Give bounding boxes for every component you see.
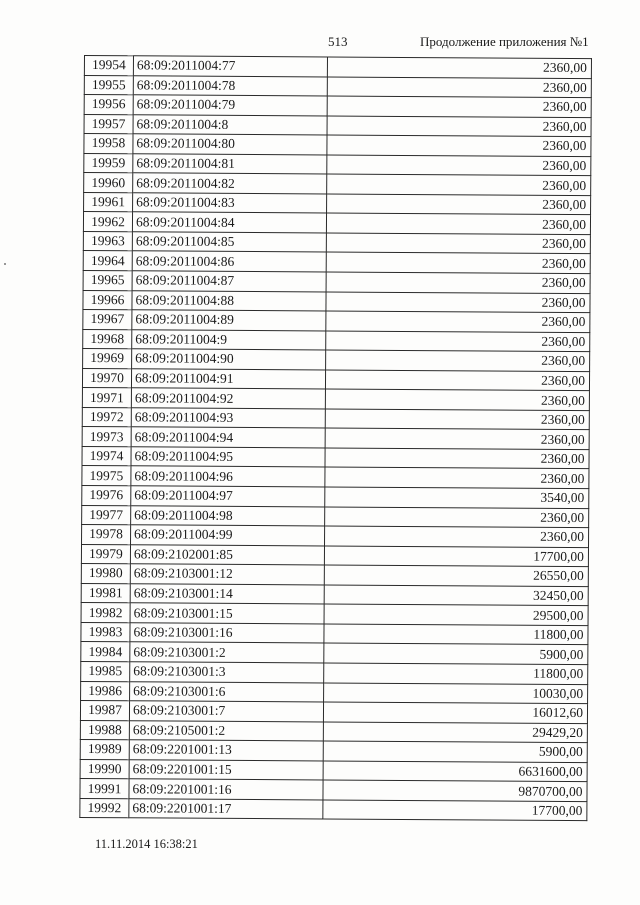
- row-number-cell: 19955: [84, 75, 133, 95]
- value-cell: 2360,00: [326, 233, 590, 254]
- row-number-cell: 19987: [80, 701, 129, 721]
- cadastral-number-cell: 68:09:2201001:15: [129, 759, 323, 780]
- data-table: [79, 55, 592, 821]
- value-cell: 2360,00: [326, 350, 590, 371]
- table-row: [83, 271, 590, 294]
- cadastral-number-cell: 68:09:2201001:13: [129, 740, 323, 761]
- row-number-cell: 19957: [84, 114, 133, 134]
- cadastral-number-cell: 68:09:2011004:9: [132, 329, 326, 350]
- row-number-cell: 19977: [82, 505, 131, 525]
- value-cell: 2360,00: [325, 389, 589, 410]
- row-number-cell: 19959: [84, 153, 133, 173]
- value-cell: 2360,00: [325, 467, 589, 488]
- row-number-cell: 19975: [82, 466, 131, 486]
- cadastral-number-cell: 68:09:2011004:97: [131, 486, 325, 507]
- cadastral-number-cell: 68:09:2103001:3: [130, 662, 324, 683]
- table-row: [84, 173, 591, 196]
- table-row: [83, 251, 590, 274]
- cadastral-number-cell: 68:09:2105001:2: [129, 720, 323, 741]
- row-number-cell: 19968: [83, 329, 132, 349]
- row-number-cell: 19990: [80, 759, 129, 779]
- cadastral-number-cell: 68:09:2011004:87: [132, 271, 326, 292]
- cadastral-number-cell: 68:09:2011004:82: [133, 173, 327, 194]
- value-cell: 17700,00: [323, 800, 587, 821]
- cadastral-number-cell: 68:09:2103001:14: [130, 584, 324, 605]
- footer-timestamp: 11.11.2014 16:38:21: [95, 837, 198, 851]
- value-cell: 2360,00: [327, 174, 591, 195]
- cadastral-number-cell: 68:09:2011004:93: [131, 408, 325, 429]
- cadastral-number-cell: 68:09:2103001:2: [130, 642, 324, 663]
- row-number-cell: 19958: [84, 134, 133, 154]
- cadastral-number-cell: 68:09:2201001:16: [129, 779, 323, 800]
- cadastral-number-cell: 68:09:2011004:81: [133, 154, 327, 175]
- row-number-cell: 19965: [83, 271, 132, 291]
- cadastral-number-cell: 68:09:2103001:7: [129, 701, 323, 722]
- row-number-cell: 19985: [81, 661, 130, 681]
- cadastral-number-cell: 68:09:2011004:77: [133, 56, 327, 77]
- value-cell: 2360,00: [326, 331, 590, 352]
- row-number-cell: 19974: [82, 446, 131, 466]
- cadastral-number-cell: 68:09:2011004:99: [131, 525, 325, 546]
- cadastral-number-cell: 68:09:2011004:85: [132, 232, 326, 253]
- row-number-cell: 19983: [81, 622, 130, 642]
- cadastral-number-cell: 68:09:2011004:89: [132, 310, 326, 331]
- value-cell: 2360,00: [327, 116, 591, 137]
- row-number-cell: 19991: [80, 779, 129, 799]
- value-cell: 10030,00: [324, 682, 588, 703]
- value-cell: 2360,00: [325, 448, 589, 469]
- cadastral-number-cell: 68:09:2011004:96: [131, 466, 325, 487]
- cadastral-number-cell: 68:09:2011004:92: [131, 388, 325, 409]
- value-cell: 2360,00: [327, 135, 591, 156]
- row-number-cell: 19967: [83, 310, 132, 330]
- value-cell: 29429,20: [323, 722, 587, 743]
- value-cell: 2360,00: [326, 272, 590, 293]
- row-number-cell: 19956: [84, 95, 133, 115]
- table-row: [84, 153, 591, 176]
- row-number-cell: 19971: [82, 388, 131, 408]
- row-number-cell: 19978: [82, 525, 131, 545]
- table-row: [84, 134, 591, 157]
- value-cell: 26550,00: [324, 565, 588, 586]
- row-number-cell: 19964: [83, 251, 132, 271]
- value-cell: 2360,00: [326, 252, 590, 273]
- value-cell: 6631600,00: [323, 761, 587, 782]
- row-number-cell: 19989: [80, 740, 129, 760]
- cadastral-number-cell: 68:09:2103001:16: [130, 623, 324, 644]
- row-number-cell: 19972: [82, 407, 131, 427]
- row-number-cell: 19984: [81, 642, 130, 662]
- page-header: [0, 30, 640, 50]
- table-row: [83, 212, 590, 235]
- cadastral-number-cell: 68:09:2011004:8: [133, 114, 327, 135]
- cadastral-number-cell: 68:09:2201001:17: [129, 799, 323, 820]
- row-number-cell: 19963: [83, 231, 132, 251]
- cadastral-number-cell: 68:09:2011004:80: [133, 134, 327, 155]
- value-cell: 2360,00: [326, 292, 590, 313]
- value-cell: 17700,00: [324, 546, 588, 567]
- row-number-cell: 19992: [80, 798, 129, 818]
- row-number-cell: 19954: [84, 56, 133, 76]
- continuation-title: Продолжение приложения №1: [420, 34, 589, 49]
- row-number-cell: 19969: [83, 349, 132, 369]
- row-number-cell: 19973: [82, 427, 131, 447]
- cadastral-number-cell: 68:09:2011004:83: [133, 193, 327, 214]
- cadastral-number-cell: 68:09:2011004:84: [132, 212, 326, 233]
- value-cell: 2360,00: [327, 96, 591, 117]
- row-number-cell: 19966: [83, 290, 132, 310]
- value-cell: 2360,00: [326, 213, 590, 234]
- data-table-wrapper: [79, 55, 594, 821]
- value-cell: 32450,00: [324, 585, 588, 606]
- value-cell: 2360,00: [327, 57, 591, 78]
- row-number-cell: 19988: [80, 720, 129, 740]
- cadastral-number-cell: 68:09:2103001:15: [130, 603, 324, 624]
- value-cell: 16012,60: [323, 702, 587, 723]
- value-cell: 2360,00: [325, 409, 589, 430]
- value-cell: 5900,00: [323, 741, 587, 762]
- value-cell: 2360,00: [327, 77, 591, 98]
- row-number-cell: 19961: [84, 192, 133, 212]
- table-row: [84, 192, 591, 215]
- cadastral-number-cell: 68:09:2011004:88: [132, 290, 326, 311]
- cadastral-number-cell: 68:09:2011004:98: [131, 505, 325, 526]
- cadastral-number-cell: 68:09:2103001:6: [130, 681, 324, 702]
- cadastral-number-cell: 68:09:2011004:94: [131, 427, 325, 448]
- page-number: 513: [328, 34, 348, 49]
- row-number-cell: 19980: [81, 564, 130, 584]
- value-cell: 2360,00: [326, 311, 590, 332]
- table-body: [80, 56, 592, 821]
- row-number-cell: 19982: [81, 603, 130, 623]
- cadastral-number-cell: 68:09:2011004:91: [131, 369, 325, 390]
- row-number-cell: 19962: [83, 212, 132, 232]
- table-row: [83, 290, 590, 313]
- row-number-cell: 19970: [82, 368, 131, 388]
- table-row: [84, 114, 591, 137]
- value-cell: 29500,00: [324, 604, 588, 625]
- row-number-cell: 19979: [81, 544, 130, 564]
- value-cell: 2360,00: [327, 155, 591, 176]
- table-row: [84, 75, 591, 98]
- cadastral-number-cell: 68:09:2102001:85: [130, 544, 324, 565]
- cadastral-number-cell: 68:09:2011004:95: [131, 447, 325, 468]
- value-cell: 11800,00: [324, 624, 588, 645]
- row-number-cell: 19960: [84, 173, 133, 193]
- scan-speck: [4, 263, 6, 265]
- value-cell: 2360,00: [327, 194, 591, 215]
- row-number-cell: 19976: [82, 486, 131, 506]
- row-number-cell: 19981: [81, 583, 130, 603]
- cadastral-number-cell: 68:09:2011004:86: [132, 251, 326, 272]
- value-cell: 2360,00: [325, 370, 589, 391]
- cadastral-number-cell: 68:09:2011004:78: [133, 75, 327, 96]
- cadastral-number-cell: 68:09:2011004:90: [132, 349, 326, 370]
- table-row: [80, 798, 587, 821]
- cadastral-number-cell: 68:09:2103001:12: [130, 564, 324, 585]
- value-cell: 9870700,00: [323, 780, 587, 801]
- value-cell: 3540,00: [325, 487, 589, 508]
- value-cell: 11800,00: [324, 663, 588, 684]
- value-cell: 2360,00: [325, 428, 589, 449]
- row-number-cell: 19986: [81, 681, 130, 701]
- value-cell: 2360,00: [325, 507, 589, 528]
- table-row: [83, 231, 590, 254]
- cadastral-number-cell: 68:09:2011004:79: [133, 95, 327, 116]
- table-row: [84, 95, 591, 118]
- value-cell: 2360,00: [325, 526, 589, 547]
- value-cell: 5900,00: [324, 643, 588, 664]
